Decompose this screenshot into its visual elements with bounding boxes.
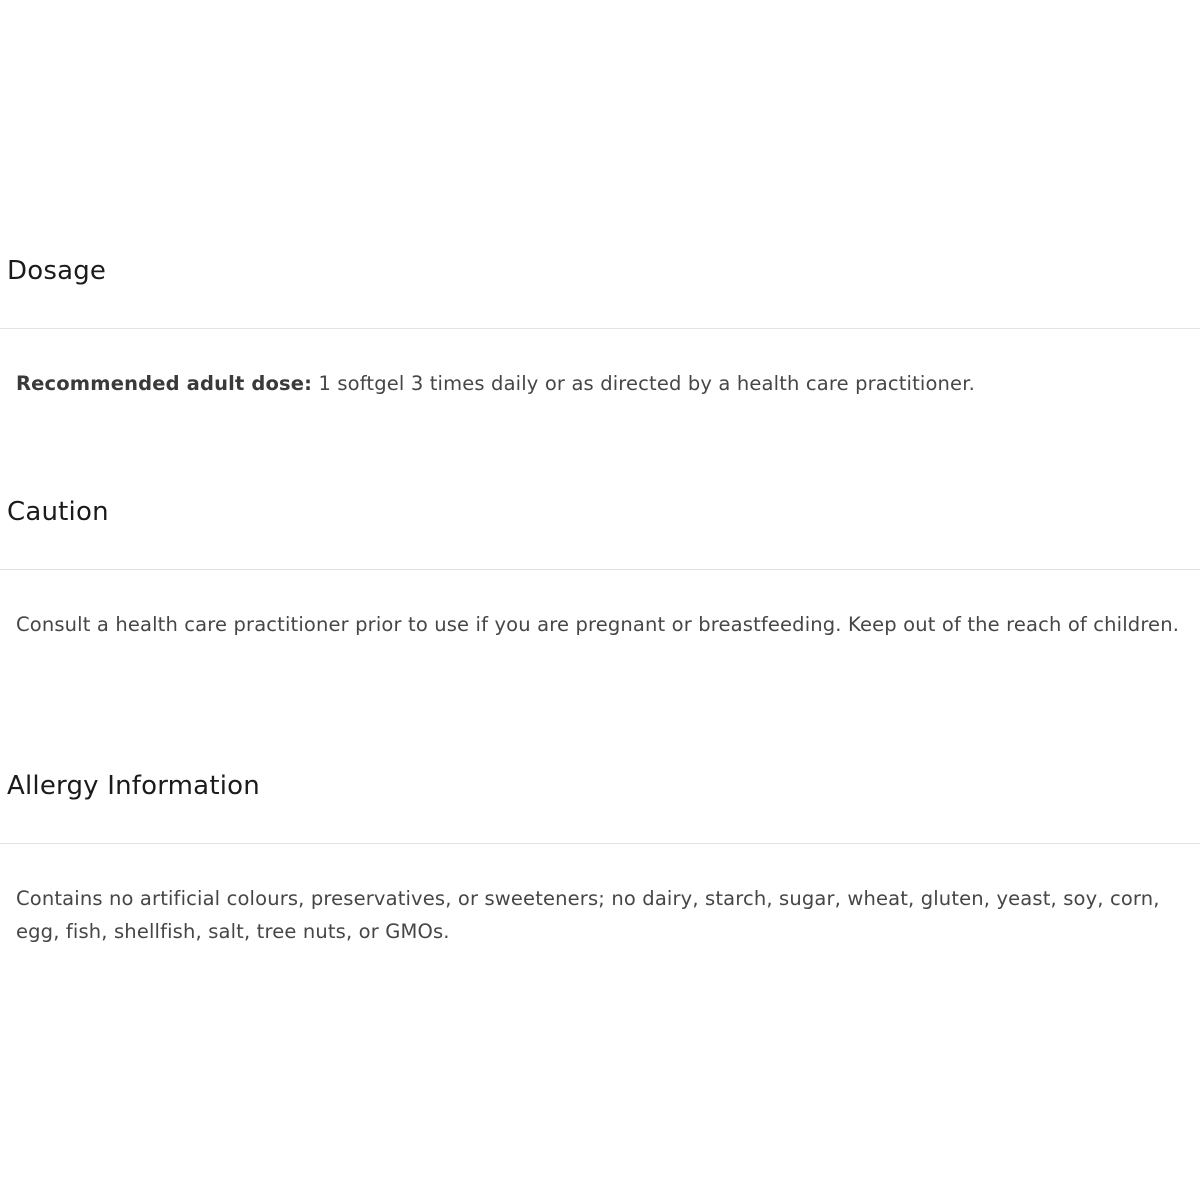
dosage-section [0,0,1200,395]
dosage-title: Dosage [7,256,107,286]
dosage-label: Recommended adult dose: [16,372,313,395]
allergy-text: Contains no artificial colours, preservatives, or sweeteners; no dairy, starch, sugar, wheat, gluten, yeast, soy, corn, egg, fish, shellfish, salt, tree nuts, or GMOs. [16,887,1160,943]
caution-title: Caution [7,497,109,527]
dosage-text [16,367,1196,400]
caution-header[interactable] [0,440,1200,570]
caution-text: Consult a health care practitioner prior to use if you are pregnant or breastfeeding. Keep out of the reach of children. [16,613,1180,636]
dosage-instructions: 1 softgel 3 times daily or as directed by a health care practitioner. [318,372,975,395]
allergy-header[interactable] [0,720,1200,844]
dosage-header[interactable] [0,0,1200,329]
allergy-title: Allergy Information [7,771,260,801]
